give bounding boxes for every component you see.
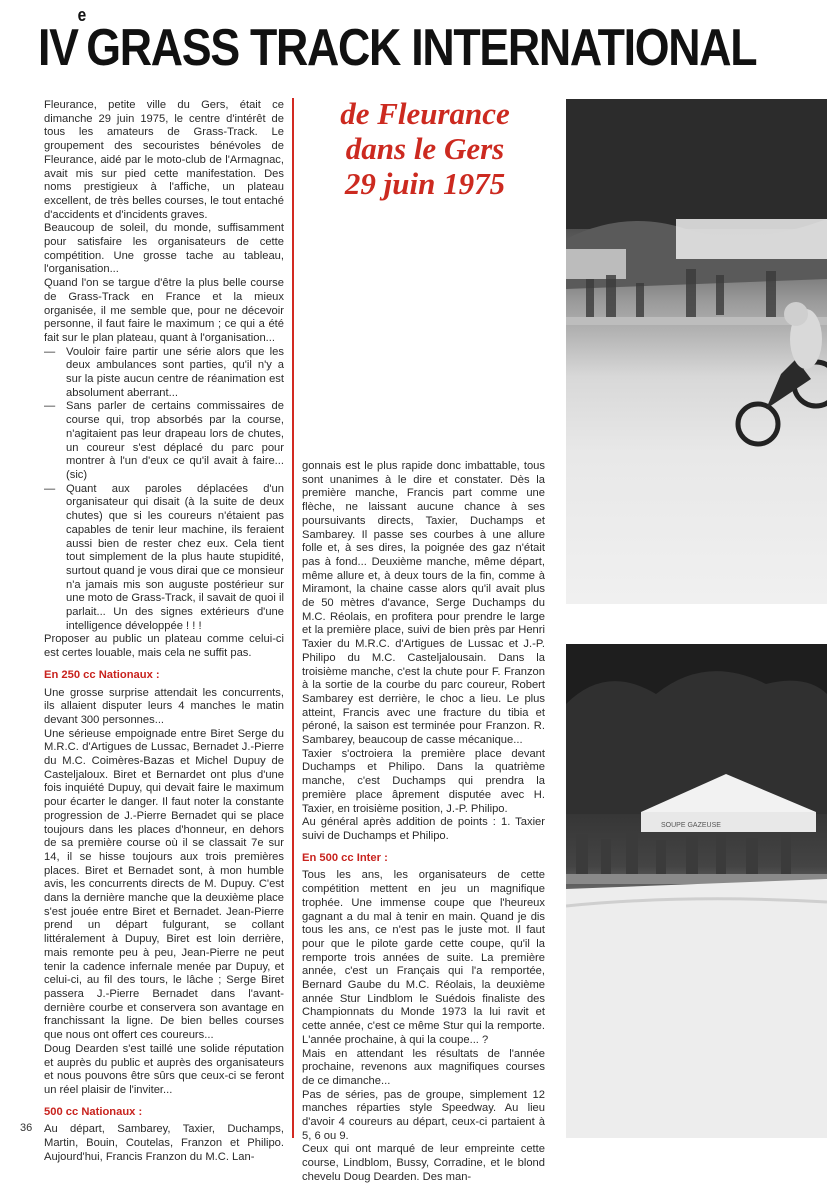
race-photo-paddock-illustration <box>566 644 827 1138</box>
body-paragraph: Ceux qui ont marqué de leur empreinte cette course, Lindblom, Bussy, Corradine, et le blond chevelu Doug Dearden. Des man- <box>302 1143 545 1183</box>
intro-paragraph: Beaucoup de soleil, du monde, suffisamment pour satisfaire les organisateurs de cette compétition. Une grosse tache au tableau, l'organisation... <box>44 222 284 276</box>
race-photo-rider <box>566 99 827 604</box>
body-paragraph: Au départ, Sambarey, Taxier, Duchamps, Martin, Bouin, Coutelas, Franzon et Philipo. Aujourd'hui, Francis Franzon du M.C. Lan- <box>44 1123 284 1163</box>
subtitle-line: de Fleurance <box>340 96 510 131</box>
list-item: — Sans parler de certains commissaires de course qui, trop absorbés par la course, n'agitaient pas leur drapeau lors de chutes, un coureur s'est déplacé du parc pour montrer à l'un d'eux ce qu'il avait à faire... (sic) <box>44 400 284 482</box>
closing-paragraph: Proposer au public un plateau comme celui-ci est certes louable, mais cela ne suffit pas. <box>44 633 284 660</box>
page-title: IVeGRASS TRACK INTERNATIONAL <box>38 4 757 77</box>
section-heading-500cc-nationaux: 500 cc Nationaux : <box>44 1105 143 1118</box>
page-number: 36 <box>20 1122 33 1134</box>
race-photo-paddock <box>566 644 827 1138</box>
article-column-2 <box>302 460 545 1185</box>
intro-paragraph: Quand l'on se targue d'être la plus belle course de Grass-Track en France et la mieux organisée, il me semble que, pour ne décevoir personne, il faut faire le maximum ; ce qui a été fait sur le plan plateau, quant à l'organisation... <box>44 277 284 344</box>
list-item: — Quant aux paroles déplacées d'un organisateur qui disait (à la suite de deux chutes) que si les coureurs n'étaient pas capables de tenir leur machine, ils feraient aussi bien de rester chez eux. Cela tient tout simplement de la plus haute stupidité, surtout quand je vous dirai que ce monsieur n'a jamais mis son auguste postérieur sur une moto de Grass-Track, il savait de quoi il parlait... Un des signes extérieurs d'une intelligence développée ! ! ! <box>44 483 284 634</box>
body-paragraph: Au général après addition de points : 1. Taxier suivi de Duchamps et Philipo. <box>302 816 545 842</box>
body-paragraph: Une grosse surprise attendait les concurrents, ils allaient disputer leurs 4 manches le matin devant 300 personnes... <box>44 686 284 726</box>
body-paragraph: Pas de séries, pas de groupe, simplement 12 manches réparties style Speedway. Au lieu d'avoir 4 coureurs au départ, ceux-ci partaient à 5, 6 ou 9. <box>302 1088 545 1142</box>
body-paragraph: Doug Dearden s'est taillé une solide réputation et auprès du public et auprès des organisateurs et nous pouvons être sûrs que ceux-ci se feront un réel plaisir de l'inviter... <box>44 1042 284 1096</box>
body-paragraph: Mais en attendant les résultats de l'année prochaine, revenons aux magnifiques courses de ce dimanche... <box>302 1047 545 1087</box>
article-column-1 <box>44 99 284 1164</box>
subtitle-block <box>305 96 545 201</box>
subtitle-line: 29 juin 1975 <box>344 166 506 201</box>
body-paragraph: Une sérieuse empoignade entre Biret Serge du M.R.C. d'Artigues de Lussac, Bernadet J.-Pierre du M.C. Coimères-Bazas et Michel Dupuy de Casteljaloux. Biret et Bernardet ont plus d'une fois inquiété Dupuy, qui devait faire le maximum pour écarter le danger. Il faut noter la constante progression de J.-Pierre Bernadet qui se place toujours dans les places d'honneur, en dehors de sa première course où il se classait 7e sur 14, il se hisse toujours aux trois premières places. Biret et Bernadet sont, à mon humble avis, les concurrents directs de M. Dupuy. C'est dans la dernière manche que la deuxième place s'est jouée entre Biret et Bernadet. Jean-Pierre prend un départ fulgurant, se collant littéralement à Dupuy, Biret est loin derrière, mais remonte peu à peu, Jean-Pierre ne peut tenir la cadence infernale menée par Dupuy, et celui-ci, au fil des tours, le lâche ; Serge Biret passera J.-Pierre Bernadet dans l'avant-dernière courbe et conservera son avantage en franchissant la ligne. De bien belles courses que nous ont offert ces coureurs... <box>44 727 284 1042</box>
section-heading-500cc-inter: En 500 cc Inter : <box>302 851 388 864</box>
list-item: — Vouloir faire partir une série alors que les deux ambulances sont parties, qu'il n'y a sur la piste aucun centre de réanimation est absolument aberrant... <box>44 346 284 401</box>
body-paragraph: Taxier s'octroiera la première place devant Duchamps et Philipo. Dans la quatrième manche, c'est Duchamps qui prendra la première place âprement disputée avec H. Taxier, en troisième position, J.-P. Philipo. <box>302 747 545 815</box>
tent-banner-text: SOUPE GAZEUSE <box>661 822 721 829</box>
body-paragraph: gonnais est le plus rapide donc imbattable, tous sont unanimes à le dire et constater. Dès la première manche, Francis part comme une flèche, ne laissant aucune chance à ses poursuivants directs, Taxier, Duchamps et Sambarey. Il passe ses courbes à une allure folle et, à ses dires, la poignée des gaz n'était pas à fond... Deuxième manche, même départ, même allure et, à deux tours de la fin, comme à Miramont, la chaine casse alors qu'il avait plus de 50 mètres d'avance, Serge Duchamps du M.C. Réolais, en profitera pour prendre le large et la première place, suivi de bien près par Henri Taxier du M.R.C. d'Artigues de Lussac et J.-P. Philipo du M.C. Casteljalousain. Dans la troisième manche, c'est la chute pour F. Franzon à la sortie de la courbe du parc coureur, Robert Sambarey est derrière, le choc a lieu. Le plus atteint, Francis avec une fracture du tibia et péroné, la saison est terminée pour Franzon. R. Sambarey, beaucoup de casse mécanique... <box>302 460 545 747</box>
red-divider-line <box>292 98 294 1138</box>
subtitle-line: dans le Gers <box>345 131 505 166</box>
intro-paragraph: Fleurance, petite ville du Gers, était ce dimanche 29 juin 1975, le centre d'intérêt de tous les amateurs de Grass-Track. Le groupement des secouristes bénévoles de Fleurance, aidé par le moto-club de l'Armagnac, avait mis sur pied cette manifestation. Des noms prestigieux à l'affiche, un plateau excellent, de très belles courses, le tout entaché d'accidents et d'incidents graves. <box>44 99 284 221</box>
section-heading-250cc: En 250 cc Nationaux : <box>44 668 160 681</box>
race-photo-rider-illustration <box>566 99 827 604</box>
body-paragraph: Tous les ans, les organisateurs de cette compétition mettent en jeu un magnifique trophée. Une immense coupe que l'heureux gagnant a du mal à tenir en main. Quand je dis tous les ans, ce n'est pas le juste mot. Il faut pour que le pilote garde cette coupe, qu'il la remporte trois années de suite. La première année, c'est un Français qui l'a remportée, Bernard Gaube du M.C. Réolais, la deuxième année Stur Lindblom le Suédois finaliste des Championnats du Monde 1973 la lui ravit et cette année, c'est ce même Stur qui la remporte. L'année prochaine, à qui la coupe... ? <box>302 869 545 1046</box>
complaints-list <box>44 346 284 634</box>
